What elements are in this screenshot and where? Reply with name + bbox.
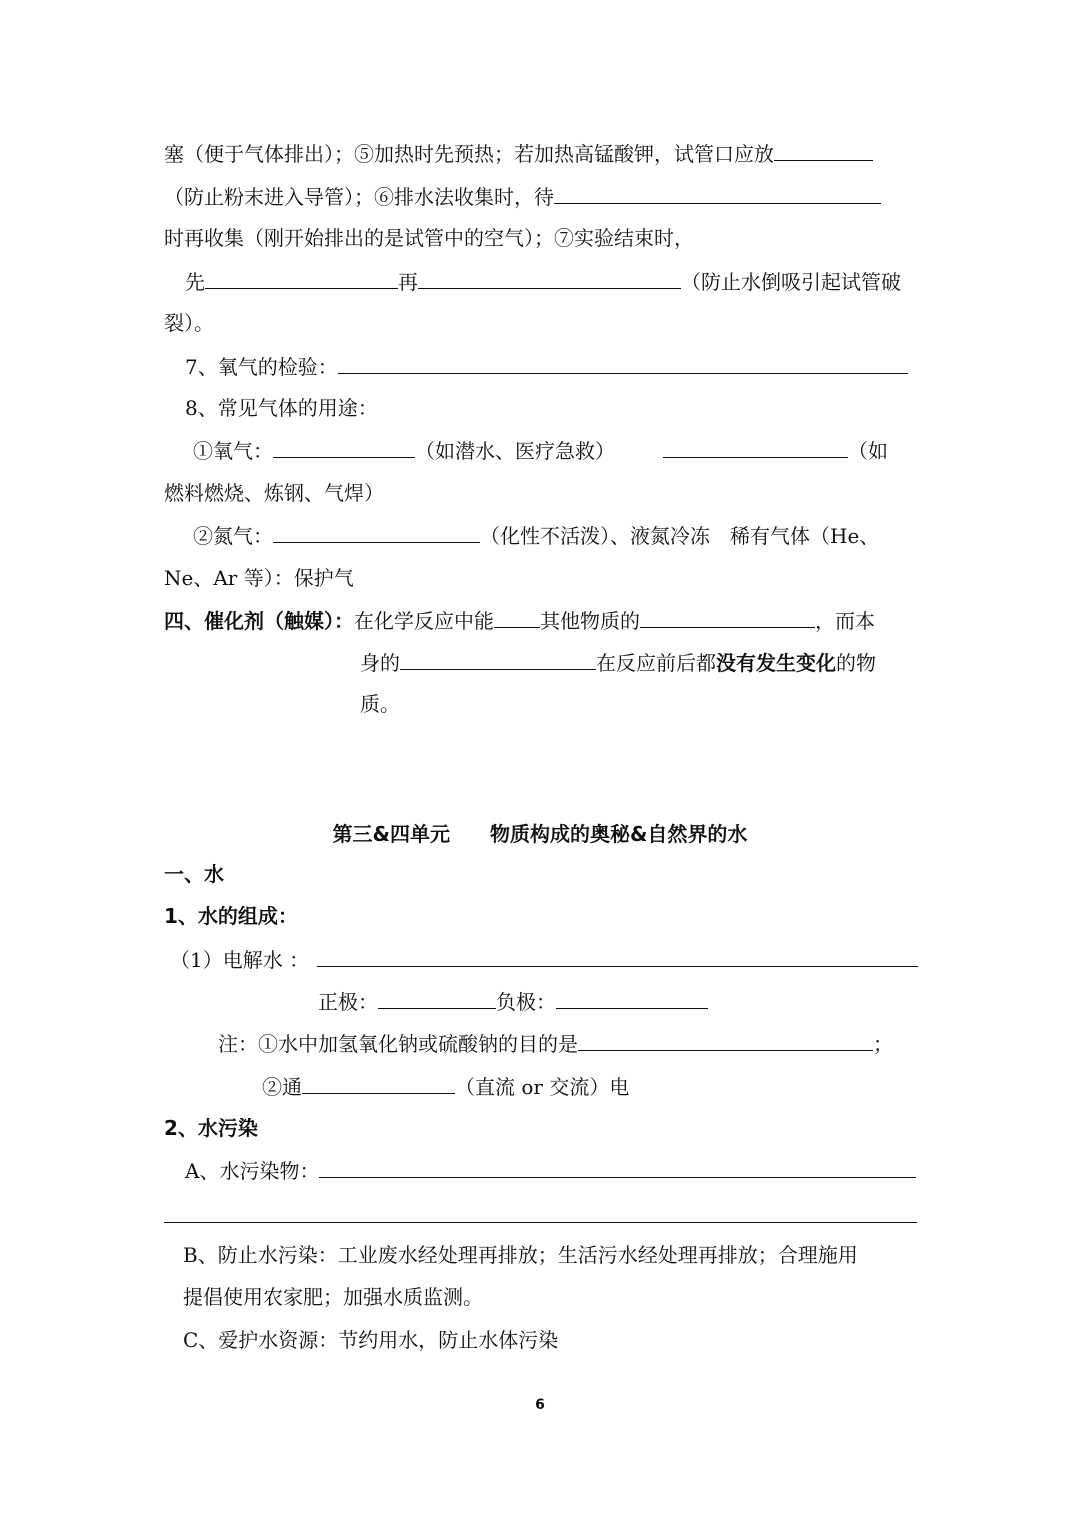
blank[interactable] bbox=[302, 1073, 455, 1094]
blank[interactable] bbox=[578, 1030, 873, 1051]
page-number: 6 bbox=[535, 1397, 545, 1413]
blank[interactable] bbox=[556, 988, 708, 1009]
blank[interactable] bbox=[378, 988, 496, 1009]
blank[interactable] bbox=[317, 946, 918, 967]
text: 正极： bbox=[318, 990, 378, 1014]
text-line: C、爱护水资源：节约用水，防止水体污染 bbox=[183, 1328, 559, 1352]
text-line bbox=[360, 649, 876, 676]
text-line: 燃料燃烧、炼钢、气焊） bbox=[164, 481, 384, 505]
blank[interactable] bbox=[640, 607, 815, 628]
section-heading: 一、水 bbox=[164, 862, 224, 886]
text-line bbox=[193, 437, 888, 464]
blank[interactable] bbox=[273, 522, 480, 543]
blank[interactable] bbox=[319, 1157, 916, 1178]
text: ②通 bbox=[262, 1075, 302, 1099]
blank-line[interactable] bbox=[164, 1222, 917, 1223]
blank[interactable] bbox=[418, 268, 681, 289]
text-line bbox=[185, 353, 908, 380]
text: 先 bbox=[185, 270, 205, 294]
text: 在反应前后都 bbox=[596, 651, 716, 675]
text-line bbox=[218, 1030, 893, 1057]
text: 塞（便于气体排出）；⑤加热时先预热；若加热高锰酸钾，试管口应放 bbox=[164, 142, 774, 166]
text: （1）电解水 ： bbox=[170, 948, 310, 972]
text: （直流 or 交流）电 bbox=[455, 1075, 630, 1099]
text: 7、氧气的检验： bbox=[185, 355, 338, 379]
text-line bbox=[318, 988, 708, 1015]
text: （防止粉末进入导管）；⑥排水法收集时，待 bbox=[164, 185, 554, 209]
text-line bbox=[164, 140, 873, 167]
text: 的物 bbox=[836, 651, 876, 675]
text-line bbox=[164, 183, 881, 210]
text-line bbox=[164, 607, 875, 634]
blank[interactable] bbox=[400, 649, 596, 670]
text: ①氧气： bbox=[193, 439, 273, 463]
text: ； bbox=[873, 1032, 893, 1056]
text: A、水污染物： bbox=[185, 1159, 320, 1183]
text-line bbox=[185, 268, 901, 295]
blank[interactable] bbox=[663, 437, 848, 458]
text-line: 提倡使用农家肥；加强水质监测。 bbox=[183, 1285, 483, 1309]
text-line: 质。 bbox=[360, 692, 400, 716]
text: 注：①水中加氢氧化钠或硫酸钠的目的是 bbox=[218, 1032, 578, 1056]
text: 身的 bbox=[360, 651, 400, 675]
text-line: 时再收集（刚开始排出的是试管中的空气）；⑦实验结束时， bbox=[164, 226, 694, 250]
text: ，而本 bbox=[815, 609, 875, 633]
text-line bbox=[170, 946, 918, 973]
subsection-heading: 2、水污染 bbox=[164, 1116, 258, 1140]
section-heading: 四、催化剂（触媒）： bbox=[164, 609, 354, 633]
text-line bbox=[185, 1157, 916, 1184]
blank[interactable] bbox=[554, 183, 881, 204]
blank[interactable] bbox=[338, 353, 908, 374]
text-line bbox=[193, 522, 879, 549]
text-line: Ne、Ar 等）：保护气 bbox=[164, 566, 354, 590]
blank[interactable] bbox=[273, 437, 415, 458]
text-line: B、防止水污染：工业废水经处理再排放；生活污水经处理再排放；合理施用 bbox=[183, 1243, 858, 1267]
text: ②氮气： bbox=[193, 524, 273, 548]
blank[interactable] bbox=[494, 607, 540, 628]
text: （如 bbox=[848, 439, 888, 463]
text: （化性不活泼）、液氮冷冻 稀有气体（He、 bbox=[480, 524, 880, 548]
subsection-heading: 1、水的组成： bbox=[164, 904, 298, 928]
text: （防止水倒吸引起试管破 bbox=[681, 270, 901, 294]
blank[interactable] bbox=[205, 268, 398, 289]
unit-title: 第三&四单元 物质构成的奥秘&自然界的水 bbox=[332, 822, 748, 846]
emphasis: 没有发生变化 bbox=[716, 651, 836, 675]
text: （如潜水、医疗急救） bbox=[415, 439, 615, 463]
text: 再 bbox=[398, 270, 418, 294]
text-line bbox=[262, 1073, 629, 1100]
text: 在化学反应中能 bbox=[354, 609, 494, 633]
text: 其他物质的 bbox=[540, 609, 640, 633]
text-line: 8、常见气体的用途： bbox=[185, 396, 378, 420]
blank[interactable] bbox=[774, 140, 873, 161]
text: 负极： bbox=[496, 990, 556, 1014]
text-line: 裂）。 bbox=[164, 311, 214, 335]
